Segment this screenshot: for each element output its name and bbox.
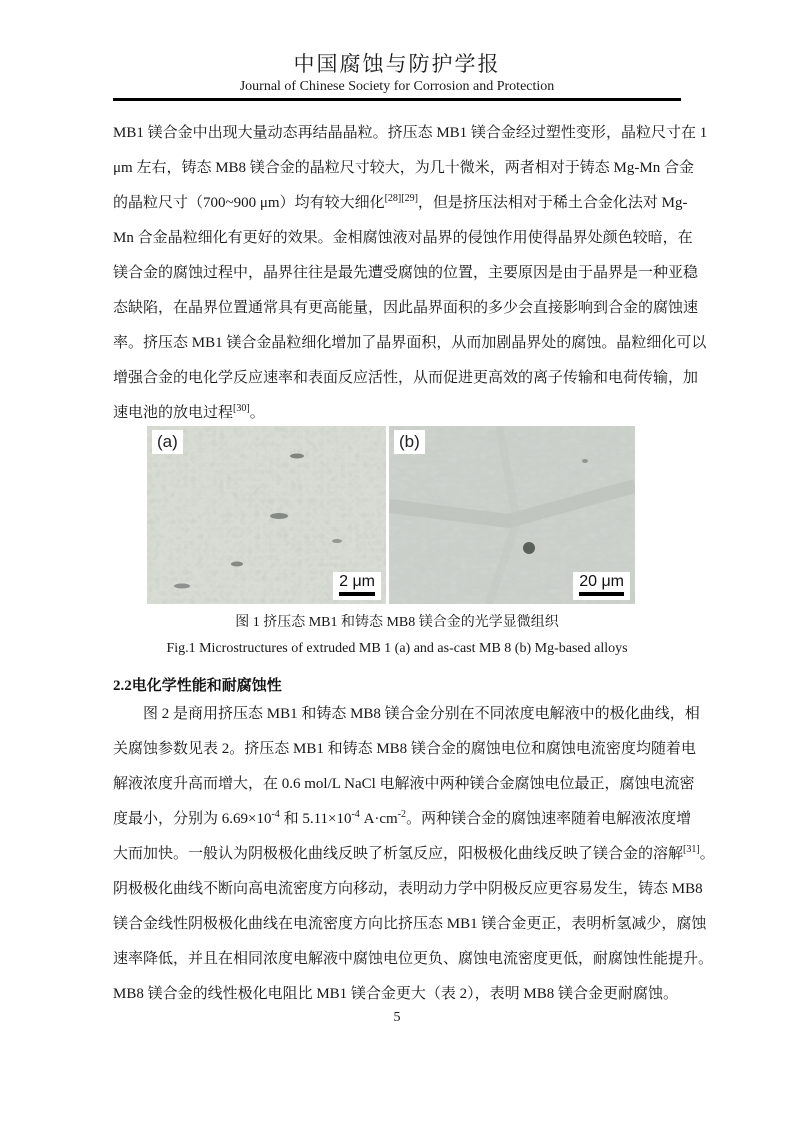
figure-1 [147, 426, 635, 604]
paragraph-1-line: Mn 合金晶粒细化有更好的效果。金相腐蚀液对晶界的侵蚀作用使得晶界处颜色较暗，在 [113, 230, 693, 246]
journal-title-en: Journal of Chinese Society for Corrosion and Protection [239, 79, 555, 94]
figure-1-caption-zh: 图 1 挤压态 MB1 和铸态 MB8 镁合金的光学显微组织 [235, 615, 559, 630]
paragraph-1-line: 增强合金的电化学反应速率和表面反应活性，从而促进更高效的离子传输和电荷传输，加 [113, 370, 699, 386]
panel-b-scalebar [573, 572, 630, 600]
panel-a-scale-text: 2 μm [339, 573, 375, 590]
paragraph-2-line: 度最小，分别为 $6.69\times 10^{-4}$ 和 $5.11\times 10^{-4}$ $A\cdot cm^{-2}$。两种镁合金的腐蚀速率随着电解液浓度增 [113, 809, 692, 827]
paragraph-1-line: 态缺陷，在晶界位置通常具有更高能量，因此晶界面积的多少会直接影响到合金的腐蚀速 [113, 300, 699, 316]
paragraph-2-line: 解液浓度升高而增大，在 0.6 mol/L NaCl 电解液中两种镁合金腐蚀电位最正，腐蚀电流密 [113, 776, 695, 792]
paragraph-1-line: 镁合金的腐蚀过程中，晶界往往是最先遭受腐蚀的位置，主要原因是由于晶界是一种亚稳 [113, 265, 699, 281]
micrograph-panel-a [147, 426, 386, 604]
paragraph-1 [113, 116, 708, 431]
paragraph-2-line: 镁合金线性阴极极化曲线在电流密度方向比挤压态 MB1 镁合金更正，表明析氢减少，腐蚀 [113, 916, 707, 932]
panel-a-scalebar [333, 572, 381, 600]
paragraph-2-line: 关腐蚀参数见表 2。挤压态 MB1 和铸态 MB8 镁合金的腐蚀电位和腐蚀电流密度均随着电 [113, 741, 696, 757]
section-heading-2-2: 2.2电化学性能和耐腐蚀性 [113, 678, 282, 694]
paragraph-2-line: 大而加快。一般认为阴极极化曲线反映了析氢反应，阳极极化曲线反映了镁合金的溶解[31]。 [113, 844, 715, 862]
paragraph-1-line: MB1 镁合金中出现大量动态再结晶晶粒。挤压态 MB1 镁合金经过塑性变形，晶粒尺寸在 1 [113, 125, 708, 141]
journal-title-zh: 中国腐蚀与防护学报 [293, 52, 501, 76]
paragraph-2-line: MB8 镁合金的线性极化电阻比 MB1 镁合金更大（表 2），表明 MB8 镁合金更耐腐蚀。 [113, 986, 679, 1002]
micrograph-panel-b [389, 426, 635, 604]
figure-1-caption-en: Fig.1 Microstructures of extruded MB 1 (a) and as-cast MB 8 (b) Mg-based alloys [166, 641, 628, 656]
paragraph-1-line: μm 左右，铸态 MB8 镁合金的晶粒尺寸较大，为几十微米，两者相对于铸态 Mg-Mn 合金 [113, 160, 694, 176]
paragraph-1-line: 的晶粒尺寸（700~900 μm）均有较大细化[28][29]，但是挤压法相对于稀土合金化法对 Mg- [113, 193, 688, 211]
paragraph-2-line: 速率降低，并且在相同浓度电解液中腐蚀电位更负、腐蚀电流密度更低，耐腐蚀性能提升。 [113, 951, 714, 967]
panel-a-scale-bar [339, 592, 375, 596]
paragraph-1-line: 率。挤压态 MB1 镁合金晶粒细化增加了晶界面积，从而加剧晶界处的腐蚀。晶粒细化可以 [113, 335, 707, 351]
paragraph-2 [113, 697, 715, 1012]
paragraph-1-line: 速电池的放电过程[30]。 [113, 403, 265, 421]
panel-b-scale-bar [579, 592, 624, 596]
page-number: 5 [393, 1010, 401, 1025]
panel-a-label: (a) [152, 430, 183, 454]
panel-b-scale-text: 20 μm [579, 573, 624, 590]
paragraph-2-line: 图 2 是商用挤压态 MB1 和铸态 MB8 镁合金分别在不同浓度电解液中的极化曲线，相 [143, 706, 700, 722]
panel-b-label: (b) [394, 430, 425, 454]
paragraph-2-line: 阴极极化曲线不断向高电流密度方向移动，表明动力学中阴极反应更容易发生，铸态 MB8 [113, 881, 703, 897]
header-rule [113, 98, 681, 101]
